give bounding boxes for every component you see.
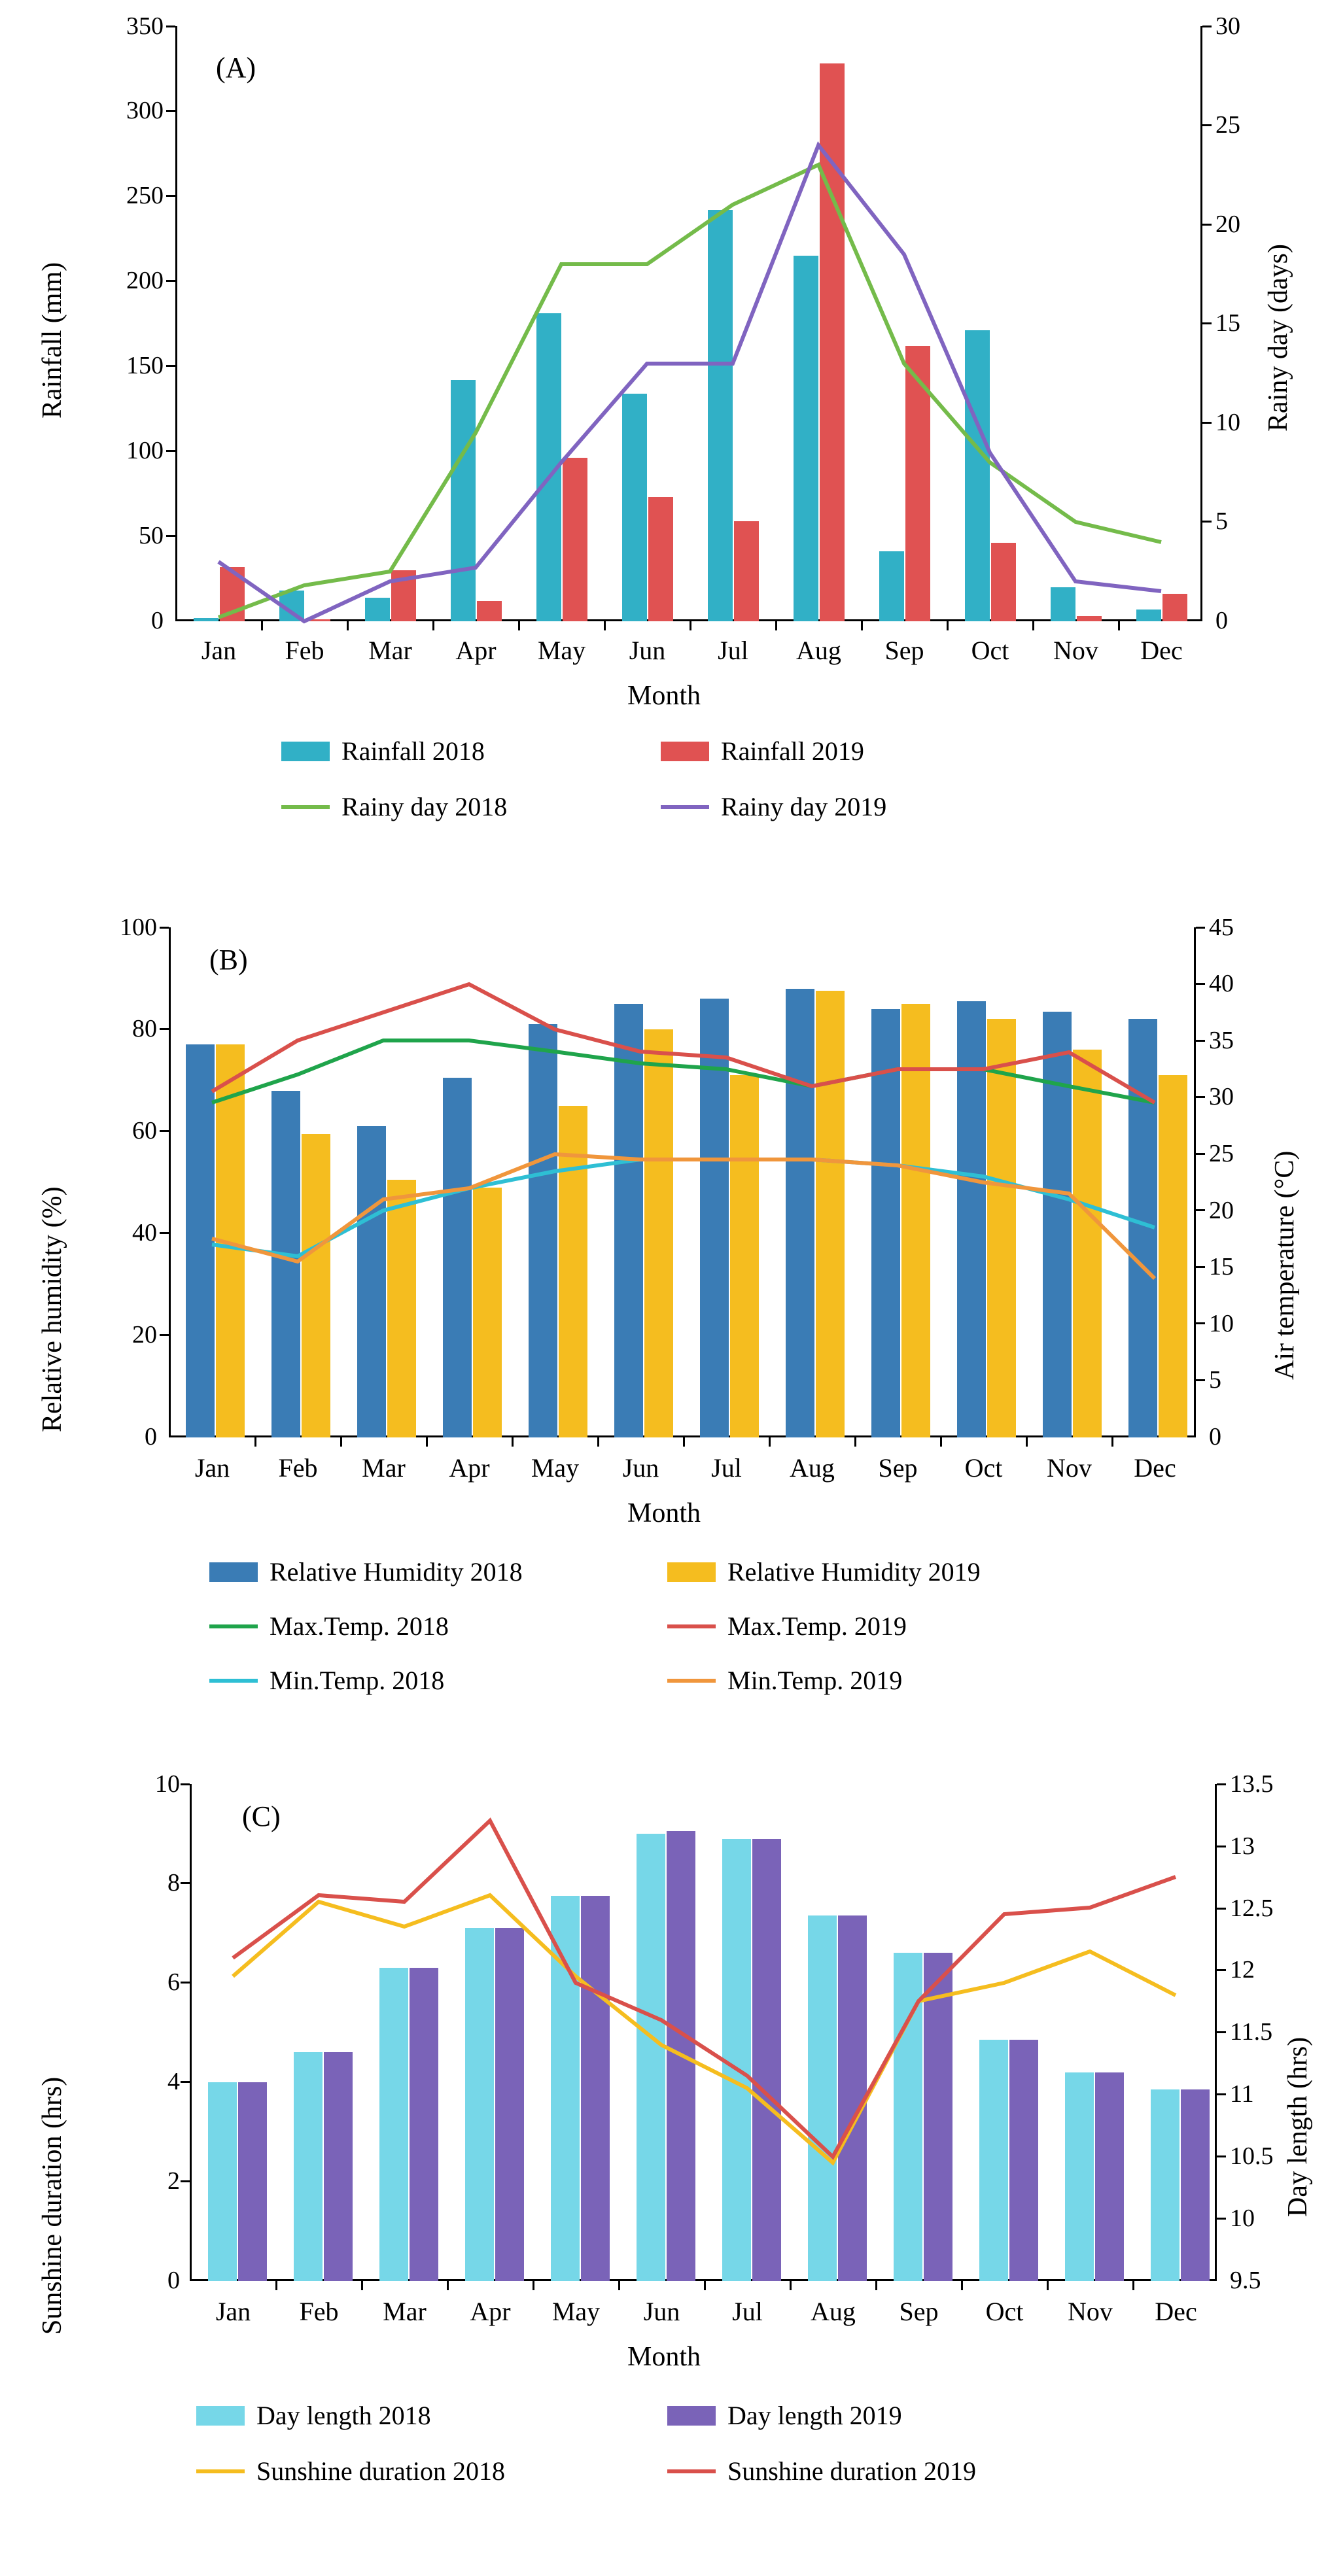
x-label: Sep — [899, 2297, 939, 2326]
x-label: Aug — [790, 1453, 835, 1483]
panel-c-label: (C) — [242, 1800, 281, 1832]
panel-c: Sunshine duration (hrs) Day length (hrs) (C) 0 2 4 6 8 10 9.5 10 10.5 11 11.5 12 12.5 13 13.5 Jan Feb Mar Apr May Jun Jul Aug Sep Oct Nov Dec Month Day length 2018 Day length 2019 Sunshine duration 2018 Sunshine duration 2019 — [0, 1759, 1328, 2576]
line-sunshine-2018 — [233, 1895, 1176, 2163]
legend-item — [667, 1611, 1125, 1641]
line-min-temp-2018 — [212, 1159, 1155, 1256]
legend-item — [667, 1665, 1125, 1696]
x-label: Sep — [884, 636, 924, 665]
legend-label: Max.Temp. 2018 — [270, 1611, 449, 1641]
legend-item — [209, 1556, 667, 1587]
x-label: Feb — [285, 636, 324, 665]
legend-label: Min.Temp. 2019 — [727, 1666, 903, 1695]
x-label: Oct — [985, 2297, 1024, 2326]
x-label: Jan — [215, 2297, 251, 2326]
x-label: Mar — [368, 636, 412, 665]
line-rainy-day-2018 — [218, 165, 1161, 617]
legend-swatch-rainy-day-2019 — [661, 805, 709, 809]
panel-a-lines — [175, 26, 1202, 621]
line-min-temp-2019 — [212, 1154, 1155, 1279]
legend-label: Rainfall 2018 — [341, 736, 485, 766]
x-label: May — [537, 636, 586, 665]
panel-c-xlabel: Month — [627, 2342, 701, 2372]
x-label: May — [531, 1453, 580, 1483]
panel-c-legend — [196, 2400, 1138, 2486]
panel-a: Rainfall (mm) Rainy day (days) (A) 0 50 100 150 200 250 300 350 0 5 10 15 20 25 30 Jan Feb Mar Apr May Jun Jul Aug Sep Oct Nov Dec Month Rainfall 2018 Rainfall 2019 Rainy day 2018 Rainy day 2019 — [0, 0, 1328, 870]
legend-swatch-maxtemp-2019 — [667, 1624, 716, 1628]
legend-item — [196, 2456, 667, 2486]
panel-c-ylabel-left: Sunshine duration (hrs) — [37, 2076, 67, 2335]
x-label: Oct — [971, 636, 1009, 665]
legend-swatch-sunshine-2018 — [196, 2469, 245, 2473]
panel-b: Relative humidity (%) Air temperature (°C) (B) 0 20 40 60 80 100 0 5 10 15 20 25 30 35 40 45 Jan Feb Mar Apr May Jun Jul Aug Sep Oct Nov Dec Month Relative Humidity 2018 Relative Humidity 2019 Max.Temp. 2018 Max.Temp. 2019 Min.Temp. 2018 Min.Temp. 2019 — [0, 902, 1328, 1726]
legend-swatch-daylength-2019 — [667, 2406, 716, 2426]
panel-b-ylabel-left: Relative humidity (%) — [37, 1186, 67, 1432]
line-max-temp-2018 — [212, 1040, 1155, 1103]
legend-label: Day length 2019 — [727, 2401, 902, 2430]
panel-b-lines — [169, 927, 1196, 1437]
legend-swatch-sunshine-2019 — [667, 2469, 716, 2473]
legend-swatch-mintemp-2019 — [667, 1679, 716, 1683]
x-label: Feb — [278, 1453, 318, 1483]
legend-swatch-rainfall-2019 — [661, 742, 709, 761]
legend-swatch-daylength-2018 — [196, 2406, 245, 2426]
legend-label: Relative Humidity 2018 — [270, 1557, 523, 1587]
legend-item — [667, 1556, 1125, 1587]
x-label: Apr — [449, 1453, 490, 1483]
panel-b-ylabel-right: Air temperature (°C) — [1270, 1150, 1300, 1380]
panel-a-ylabel-right: Rainy day (days) — [1263, 244, 1293, 432]
x-label: Apr — [470, 2297, 511, 2326]
legend-swatch-rh-2019 — [667, 1562, 716, 1582]
x-label: Sep — [878, 1453, 918, 1483]
x-label: Mar — [383, 2297, 427, 2326]
x-label: Dec — [1155, 2297, 1197, 2326]
legend-label: Max.Temp. 2019 — [727, 1611, 907, 1641]
x-label: Feb — [299, 2297, 339, 2326]
legend-swatch-mintemp-2018 — [209, 1679, 258, 1683]
legend-swatch-rainy-day-2018 — [281, 805, 330, 809]
line-rainy-day-2019 — [218, 145, 1161, 621]
panel-c-lines — [190, 1784, 1217, 2281]
legend-item — [281, 791, 661, 822]
x-label: Oct — [964, 1453, 1003, 1483]
x-label: Jun — [622, 1453, 659, 1483]
legend-label: Sunshine duration 2018 — [256, 2456, 505, 2486]
panel-a-label: (A) — [216, 52, 256, 84]
legend-item — [196, 2400, 667, 2431]
legend-label: Relative Humidity 2019 — [727, 1557, 981, 1587]
line-sunshine-2019 — [233, 1821, 1176, 2157]
panel-a-xlabel: Month — [627, 681, 701, 711]
line-max-temp-2019 — [212, 984, 1155, 1103]
legend-item — [661, 791, 1040, 822]
legend-swatch-maxtemp-2018 — [209, 1624, 258, 1628]
panel-c-ylabel-right: Day length (hrs) — [1283, 2036, 1313, 2217]
legend-swatch-rainfall-2018 — [281, 742, 330, 761]
x-label: Apr — [455, 636, 497, 665]
panel-b-label: (B) — [209, 944, 248, 976]
legend-label: Sunshine duration 2019 — [727, 2456, 976, 2486]
x-label: Jun — [629, 636, 666, 665]
x-label: Nov — [1068, 2297, 1113, 2326]
x-label: Jul — [711, 1453, 742, 1483]
x-label: Jul — [732, 2297, 763, 2326]
panel-a-legend — [281, 736, 1053, 822]
x-label: Dec — [1134, 1453, 1176, 1483]
legend-item — [661, 736, 1040, 766]
legend-item — [281, 736, 661, 766]
legend-label: Rainy day 2018 — [341, 792, 508, 821]
legend-label: Rainfall 2019 — [721, 736, 864, 766]
x-label: Nov — [1047, 1453, 1092, 1483]
panel-b-legend — [209, 1556, 1125, 1696]
x-label: Dec — [1140, 636, 1183, 665]
legend-item — [209, 1611, 667, 1641]
x-label: Jan — [201, 636, 237, 665]
x-label: Nov — [1053, 636, 1098, 665]
x-label: Aug — [796, 636, 841, 665]
legend-label: Rainy day 2019 — [721, 792, 887, 821]
x-label: Jun — [643, 2297, 680, 2326]
x-label: May — [551, 2297, 601, 2326]
panel-b-xlabel: Month — [627, 1498, 701, 1528]
x-label: Jul — [718, 636, 748, 665]
x-label: Jan — [194, 1453, 230, 1483]
legend-label: Day length 2018 — [256, 2401, 431, 2430]
panel-a-ylabel-left: Rainfall (mm) — [37, 262, 67, 419]
x-label: Mar — [362, 1453, 406, 1483]
legend-swatch-rh-2018 — [209, 1562, 258, 1582]
legend-item — [667, 2456, 1138, 2486]
legend-item — [667, 2400, 1138, 2431]
legend-label: Min.Temp. 2018 — [270, 1666, 445, 1695]
legend-item — [209, 1665, 667, 1696]
x-label: Aug — [811, 2297, 856, 2326]
